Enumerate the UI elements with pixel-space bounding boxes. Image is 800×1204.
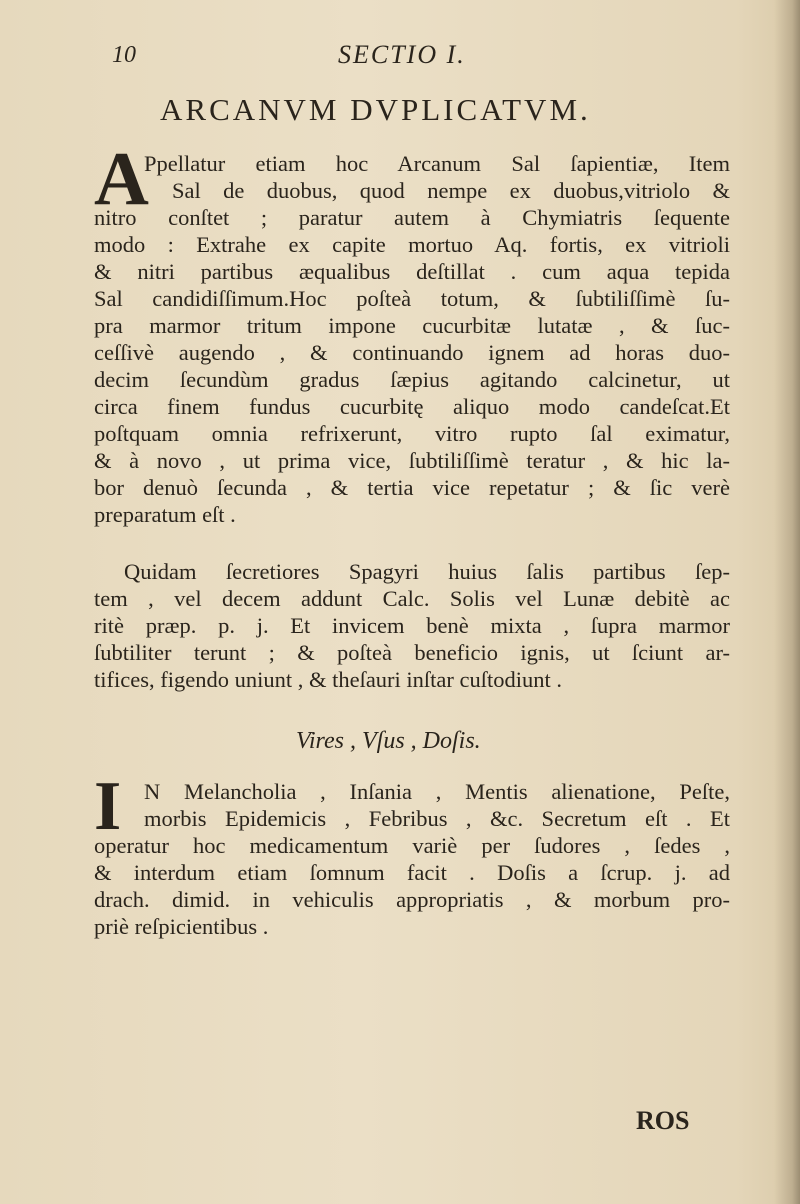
section-label: SECTIO I.	[338, 40, 466, 69]
text-line: drach. dimid. in vehiculis appropriatis , & morbum pro-	[94, 887, 730, 912]
text-line: & nitri partibus æqualibus deſtillat . cum aqua tepida	[94, 259, 730, 284]
text-line: bor denuò ſecunda , & tertia vice repetatur ; & ſic verè	[94, 475, 730, 500]
text-line: N Melancholia , Inſania , Mentis alienatione, Peſte,	[144, 779, 730, 804]
page-number: 10	[112, 42, 136, 68]
text-line: ritè præp. p. j. Et invicem benè mixta , ſupra marmor	[94, 613, 730, 638]
text-line: decim ſecundùm gradus ſæpius agitando calcinetur, ut	[94, 367, 730, 392]
drop-cap-i: I	[94, 768, 122, 845]
text-line: & à novo , ut prima vice, ſubtiliſſimè teratur , & hic la-	[94, 448, 730, 473]
paragraph-variant	[94, 558, 730, 693]
text-line: modo : Extrahe ex capite mortuo Aq. fortis, ex vitrioli	[94, 232, 730, 257]
paragraph-recipe	[94, 137, 730, 528]
chapter-title: ARCANVM DVPLICATVM.	[160, 92, 591, 127]
text-line: circa finem fundus cucurbitę aliquo modo candeſcat.Et	[94, 394, 730, 419]
text-line: Quidam ſecretiores Spagyri huius ſalis partibus ſep-	[124, 559, 730, 584]
paragraph-uses	[94, 768, 730, 940]
page-edge-shadow	[774, 0, 800, 1204]
text-line: ſubtiliter terunt ; & poſteà beneficio ignis, ut ſciunt ar-	[94, 640, 730, 665]
running-head	[112, 40, 732, 74]
text-line: ceſſivè augendo , & continuando ignem ad horas duo-	[94, 340, 730, 365]
drop-cap-a: A	[94, 137, 149, 221]
text-line: tem , vel decem addunt Calc. Solis vel Lunæ debitè ac	[94, 586, 730, 611]
text-line: priè reſpicientibus .	[94, 914, 269, 939]
text-line: preparatum eſt .	[94, 502, 236, 527]
text-line: morbis Epidemicis , Febribus , &c. Secretum eſt . Et	[144, 806, 730, 831]
text-line: nitro conſtet ; paratur autem à Chymiatris ſequente	[94, 205, 730, 230]
text-line: Sal candidiſſimum.Hoc poſteà totum, & ſubtiliſſimè ſu-	[94, 286, 730, 311]
text-line: operatur hoc medicamentum variè per ſudores , ſedes ,	[94, 833, 730, 858]
text-line: Sal de duobus, quod nempe ex duobus,vitriolo &	[172, 178, 730, 203]
text-line: tifices, figendo uniunt , & theſauri inſtar cuſtodiunt .	[94, 667, 563, 692]
text-line: Ppellatur etiam hoc Arcanum Sal ſapientiæ, Item	[144, 151, 730, 176]
subheading-vires-usus-dosis: Vires , Vſus , Doſis.	[296, 728, 481, 754]
text-line: pra marmor tritum impone cucurbitæ lutatæ , & ſuc-	[94, 313, 730, 338]
text-line: poſtquam omnia refrixerunt, vitro rupto ſal eximatur,	[94, 421, 730, 446]
catchword: ROS	[636, 1106, 690, 1135]
text-line: & interdum etiam ſomnum facit . Doſis a ſcrup. j. ad	[94, 860, 730, 885]
